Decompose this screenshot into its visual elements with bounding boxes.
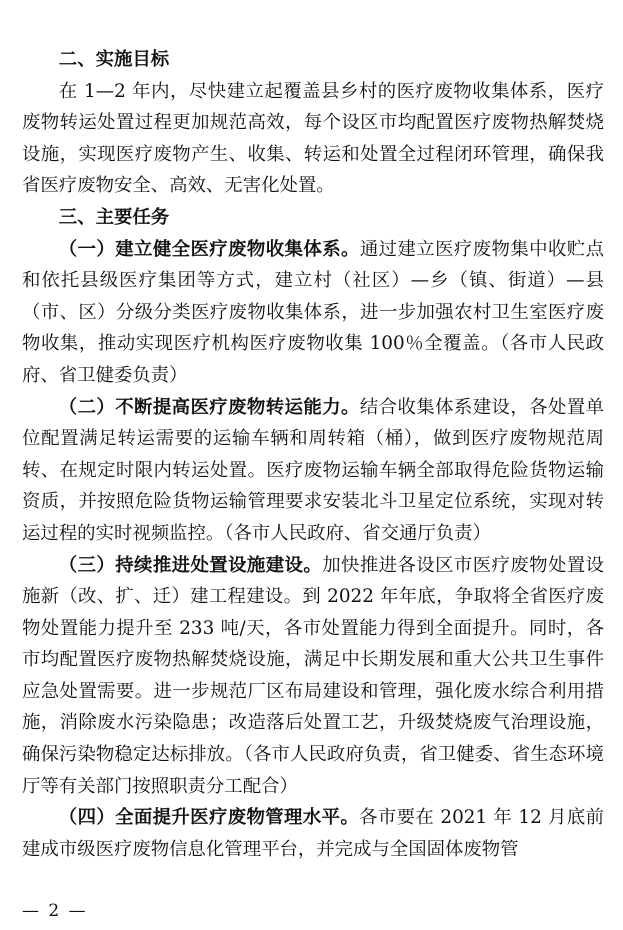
- task-paragraph-3: [22, 550, 604, 803]
- task-paragraph-4: [22, 802, 604, 865]
- document-body: [22, 44, 604, 865]
- task-lead-1: （一）建立健全医疗废物收集体系。: [58, 238, 360, 260]
- task-body-4: 各市要在 2021 年 12 月底前建成市级医疗废物信息化管理平台，并完成与全国固体废物管: [22, 807, 604, 860]
- section-heading-tasks: 三、主要任务: [58, 206, 170, 228]
- task-body-1: 通过建立医疗废物集中收贮点和依托县级医疗集团等方式，建立村（社区）—乡（镇、街道）—县（市、区）分级分类医疗废物收集体系，进一步加强农村卫生室医疗废物收集，推动实现医疗机构医疗废物收集 100％全覆盖。（各市人民政府、省卫健委负责）: [22, 238, 604, 386]
- goals-paragraph: 在 1—2 年内，尽快建立起覆盖县乡村的医疗废物收集体系，医疗废物转运处置过程更加规范高效，每个设区市均配置医疗废物热解焚烧设施，实现医疗废物产生、收集、转运和处置全过程闭环管理，确保我省医疗废物安全、高效、无害化处置。: [22, 80, 604, 197]
- task-paragraph-2: [22, 392, 604, 550]
- task-lead-2: （二）不断提高医疗废物转运能力。: [58, 396, 360, 418]
- task-body-3: 加快推进各设区市医疗废物处置设施新（改、扩、迁）建工程建设。到 2022 年年底，争取将全省医疗废物处置能力提升至 233 吨/天，各市处置能力得到全面提升。同时，各市均配置医疗废物热解焚烧设施，满足中长期发展和重大公共卫生事件应急处置需要。进一步规范厂区布局建设和管理，强化废水综合利用措施，消除废水污染隐患；改造落后处置工艺，升级焚烧废气治理设施，确保污染物稳定达标排放。（各市人民政府负责，省卫健委、省生态环境厅等有关部门按照职责分工配合）: [22, 554, 604, 797]
- page-number: — 2 —: [22, 901, 88, 921]
- task-lead-3: （三）持续推进处置设施建设。: [58, 554, 323, 576]
- section-heading-goals: 二、实施目标: [58, 49, 170, 70]
- task-body-2: 结合收集体系建设，各处置单位配置满足转运需要的运输车辆和周转箱（桶），做到医疗废物规范周转、在规定时限内转运处置。医疗废物运输车辆全部取得危险货物运输资质，并按照危险货物运输管理要求安装北斗卫星定位系统，实现对转运过程的实时视频监控。（各市人民政府、省交通厅负责）: [22, 396, 604, 544]
- task-lead-4: （四）全面提升医疗废物管理水平。: [58, 807, 360, 829]
- task-paragraph-1: [22, 234, 604, 392]
